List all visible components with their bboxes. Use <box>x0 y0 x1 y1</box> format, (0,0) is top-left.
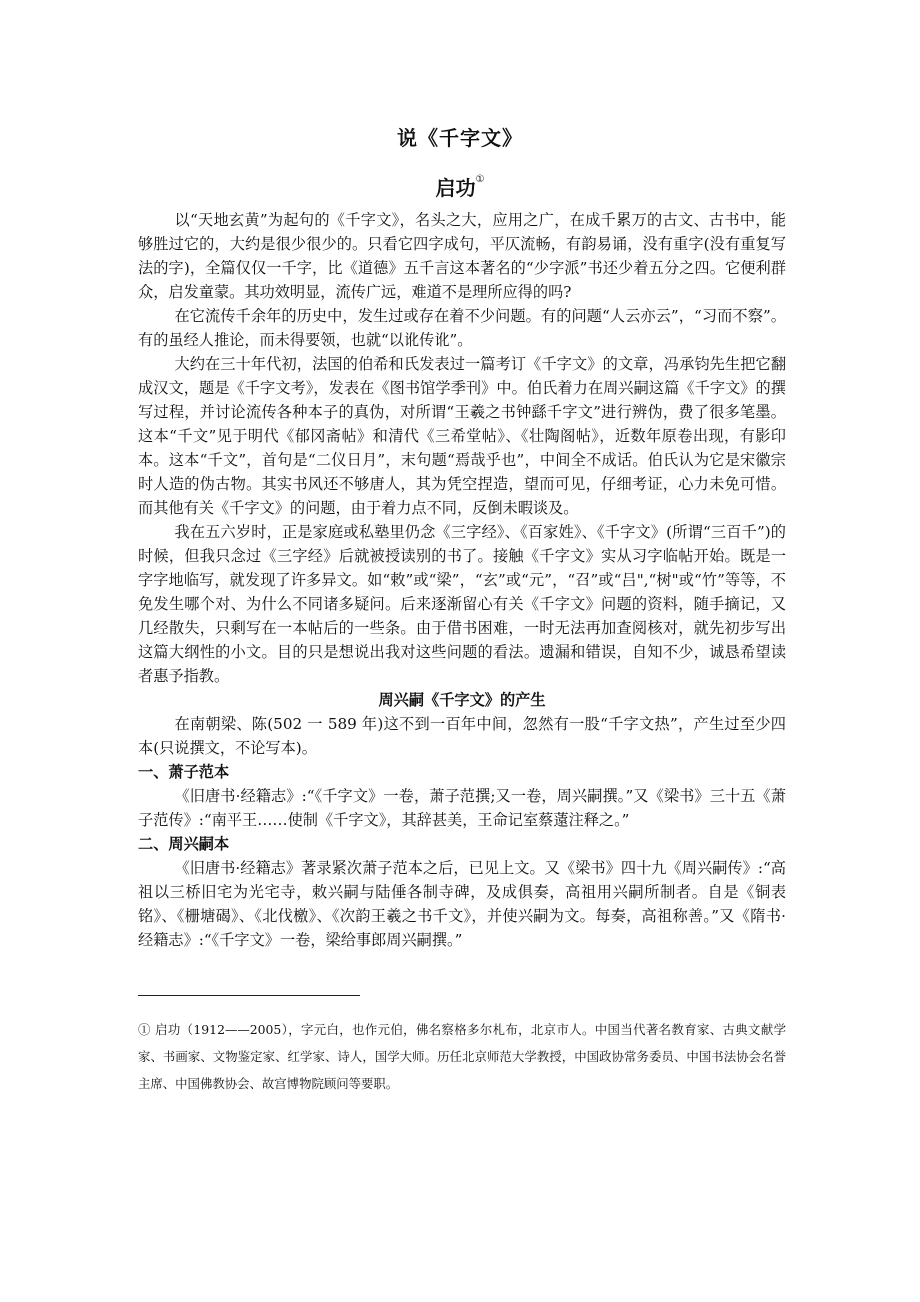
footnote-divider <box>138 995 360 996</box>
paragraph-3: 大约在三十年代初，法国的伯希和氏发表过一篇考订《千字文》的文章，冯承钧先生把它翻成汉文，题是《千字文考》，发表在《图书馆学季刊》中。伯氏着力在周兴嗣这篇《千字文》的撰写过程，并讨论流传各种本子的真伪，对所谓“王羲之书钟繇千字文”进行辨伪，费了很多笔墨。这本“千文”见于明代《郁冈斋帖》和清代《三希堂帖》、《壮陶阁帖》，近数年原卷出现，有影印本。这本“千文”，首句是“二仪日月”，末句题“焉哉乎也”，中间全不成话。伯氏认为它是宋徽宗时人造的伪古物。其实书风还不够唐人，其为凭空捏造，望而可见，仔细考证，心力未免可惜。而其他有关《千字文》的问题，由于着力点不同，反倒未暇谈及。 <box>138 355 786 517</box>
subsection-2-text: 《旧唐书·经籍志》著录紧次萧子范本之后，已见上文。又《梁书》四十九《周兴嗣传》:“高祖以三桥旧宅为光宅寺，敕兴嗣与陆倕各制寺碑，及成俱奏，高祖用兴嗣所制者。自是《铜表铭》、《栅塘碣》、《北伐檄》、《次韵王羲之书千文》，并使兴嗣为文。每奏，高祖称善。”又《隋书·经籍志》:“《千字文》一卷，梁给事郎周兴嗣撰。” <box>138 859 786 949</box>
footnote-marker[interactable]: ① <box>475 174 485 185</box>
author-name <box>0 172 920 201</box>
paragraph-1: 以“天地玄黄”为起句的《千字文》，名头之大，应用之广，在成千累万的古文、古书中，能够胜过它的，大约是很少很少的。只看它四字成句，平仄流畅，有韵易诵，没有重字(没有重复写法的字)，全篇仅仅一千字，比《道德》五千言这本著名的“少字派”书还少着五分之四。它便利群众，启发童蒙。其功效明显，流传广远，难道不是理所应得的吗? <box>138 211 786 301</box>
subsection-1-heading: 一、萧子范本 <box>138 763 230 781</box>
section-intro: 在南朝梁、陈(502 一 589 年)这不到一百年中间，忽然有一股“千字文热”，产生过至少四本(只说撰文，不论写本)。 <box>138 715 786 757</box>
subsection-1-text: 《旧唐书·经籍志》:“《千字文》一卷，萧子范撰;又一卷，周兴嗣撰。”又《梁书》三十五《萧子范传》:“南平王……使制《千字文》，其辞甚美，王命记室蔡薳注释之。” <box>138 787 786 829</box>
article-body <box>138 208 786 952</box>
footnote: ① 启功（1912——2005），字元白，也作元伯，佛名察格多尔札布，北京市人。中国当代著名教育家、古典文献学家、书画家、文物鉴定家、红学家、诗人，国学大师。历任北京师范大学教授，中国政协常务委员、中国书法协会名誉主席、中国佛教协会、故宫博物院顾问等要职。 <box>138 1022 786 1091</box>
page-title: 说《千字文》 <box>397 126 523 150</box>
paragraph-2: 在它流传千余年的历史中，发生过或存在着不少问题。有的问题“人云亦云”，“习而不察”。有的虽经人推论，而未得要领，也就“以讹传讹”。 <box>138 307 786 349</box>
section-heading: 周兴嗣《千字文》的产生 <box>378 691 546 709</box>
paragraph-4: 我在五六岁时，正是家庭或私塾里仍念《三字经》、《百家姓》、《千字文》(所谓“三百千”)的时候，但我只念过《三字经》后就被授读别的书了。接触《千字文》实从习字临帖开始。既是一字字地临写，就发现了许多异文。如“敕”或“梁”，“玄”或“元”，“召”或“吕",“树"或“竹”等等，不免发生哪个对、为什么不同诸多疑问。后来逐渐留心有关《千字文》问题的资料，随手摘记，又几经散失，只剩写在一本帖后的一些条。由于借书困难，一时无法再加查阅核对，就先初步写出这篇大纲性的小文。目的只是想说出我对这些问题的看法。遗漏和错误，自知不少，诚恳希望读者惠予指教。 <box>138 523 786 685</box>
author-text: 启功 <box>435 176 476 200</box>
subsection-2-heading: 二、周兴嗣本 <box>138 835 230 853</box>
